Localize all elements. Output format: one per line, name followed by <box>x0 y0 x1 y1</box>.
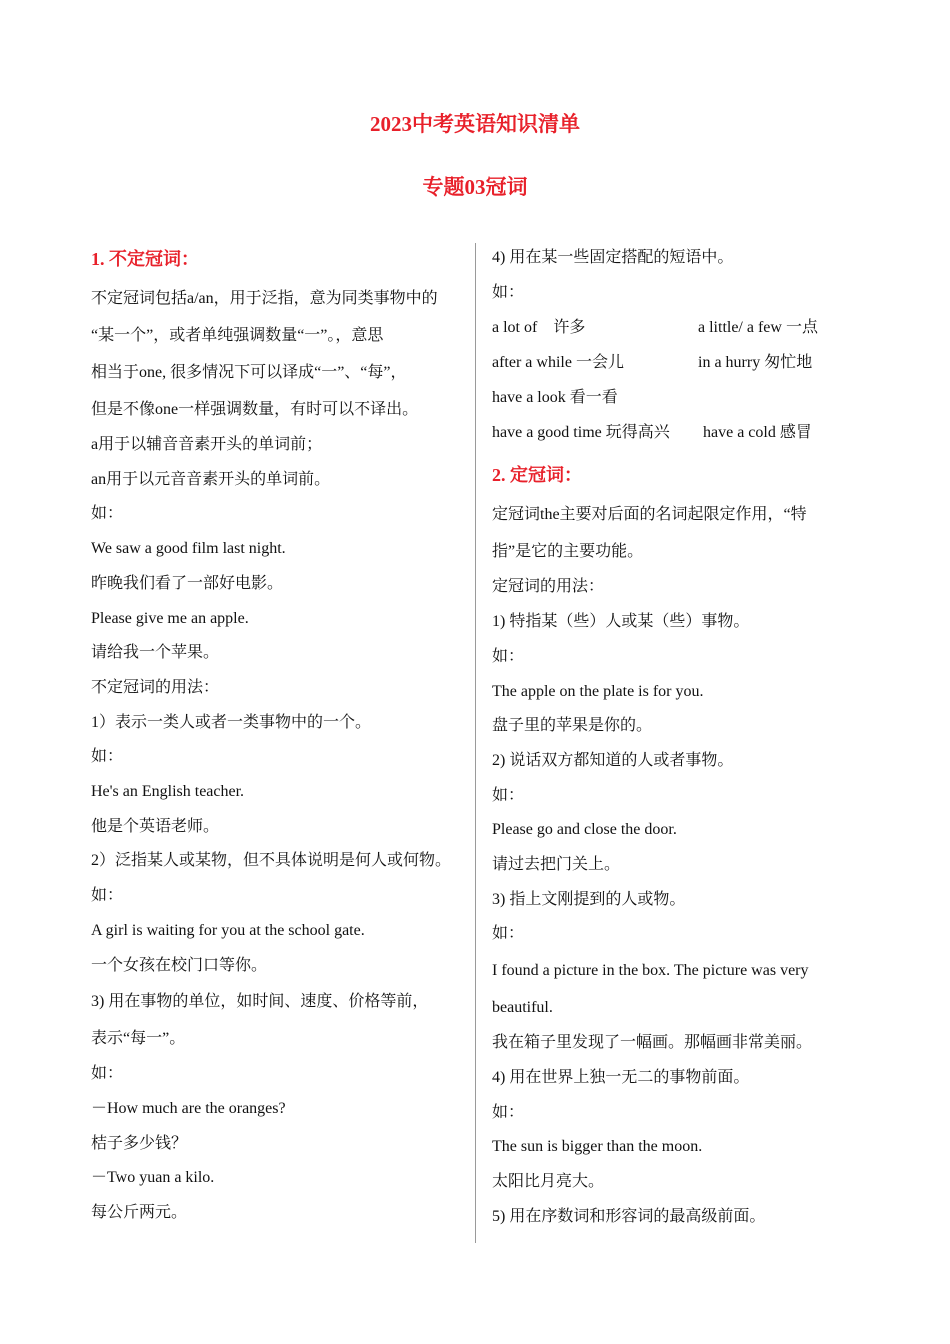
example-label: 如： <box>492 1103 525 1121</box>
example-sentence: The sun is bigger than the moon. <box>492 1138 703 1156</box>
example-label: 如： <box>91 1065 124 1083</box>
example-translation: 昨晚我们看了一部好电影。 <box>91 574 284 592</box>
example-translation: 太阳比月亮大。 <box>492 1172 605 1190</box>
right-column <box>492 244 852 1234</box>
usage-heading: 定冠词的用法： <box>492 578 605 596</box>
phrase-row <box>492 345 852 380</box>
phrase-item: a lot of 许多 <box>492 319 586 337</box>
text-line: a用于以辅音音素开头的单词前； <box>91 436 323 453</box>
example-translation: 请给我一个苹果。 <box>91 644 220 662</box>
example-sentence: The apple on the plate is for you. <box>492 682 704 700</box>
example-label: 如： <box>492 647 525 665</box>
example-translation: 一个女孩在校门口等你。 <box>91 956 268 974</box>
example-label: 如： <box>492 786 525 804</box>
example-label: 如： <box>492 925 525 943</box>
spacer <box>492 450 852 460</box>
phrase-item: a little/ a few 一点 <box>698 319 818 337</box>
intro-line: 不定冠词包括a/an，用于泛指，意为同类事物中的 <box>91 290 438 307</box>
usage-rule: 3) 用在事物的单位，如时间、速度、价格等前， <box>91 993 429 1011</box>
phrase-row <box>492 380 852 415</box>
example-sentence: I found a picture in the box. The picture was very <box>492 962 809 980</box>
document-title: 2023中考英语知识清单 <box>370 112 580 136</box>
example-sentence: He's an English teacher. <box>91 783 245 801</box>
example-label: 如： <box>91 887 124 905</box>
phrase-row <box>492 415 852 450</box>
phrase-item <box>698 380 852 415</box>
phrase-list <box>492 310 852 450</box>
intro-line: 相当于one, 很多情况下可以译成“一”、“每”， <box>91 364 407 381</box>
usage-rule: 4) 用在世界上独一无二的事物前面。 <box>492 1068 750 1086</box>
example-label: 如： <box>91 748 124 766</box>
example-label: 如： <box>492 283 525 301</box>
example-translation: 请过去把门关上。 <box>492 856 621 874</box>
example-translation: 每公斤两元。 <box>91 1204 188 1222</box>
example-sentence: We saw a good film last night. <box>91 540 286 558</box>
example-sentence: Please give me an apple. <box>91 609 249 627</box>
left-column <box>91 244 466 1231</box>
column-divider <box>475 243 476 1243</box>
intro-line: 但是不像one一样强调数量，有时可以不译出。 <box>91 401 419 418</box>
example-sentence: Please go and close the door. <box>492 821 677 839</box>
usage-rule: 4) 用在某一些固定搭配的短语中。 <box>492 249 734 266</box>
usage-rule: 1）表示一类人或者一类事物中的一个。 <box>91 713 372 731</box>
usage-heading: 不定冠词的用法： <box>91 678 220 696</box>
phrase-item: in a hurry 匆忙地 <box>698 354 813 372</box>
phrase-item: have a cold 感冒 <box>703 424 812 442</box>
example-sentence: －How much are the oranges? <box>91 1099 286 1117</box>
indefinite-article-intro <box>91 280 466 428</box>
example-translation: 桔子多少钱？ <box>91 1134 188 1152</box>
phrase-row <box>492 310 852 345</box>
example-sentence-continued: beautiful. <box>492 999 553 1017</box>
example-translation: 他是个英语老师。 <box>91 817 220 835</box>
phrase-item: after a while 一会儿 <box>492 354 624 372</box>
indefinite-article-body <box>91 428 466 1231</box>
usage-rule: 3) 指上文刚提到的人或物。 <box>492 890 686 908</box>
example-translation: 盘子里的苹果是你的。 <box>492 717 653 735</box>
topic-title: 专题03冠词 <box>422 175 528 199</box>
intro-line: 指”是它的主要功能。 <box>492 543 644 561</box>
usage-rule: 2）泛指某人或某物，但不具体说明是何人或何物。 <box>91 852 452 870</box>
example-sentence: －Two yuan a kilo. <box>91 1169 215 1187</box>
phrase-item: have a good time 玩得高兴 <box>492 424 670 442</box>
usage-rule: 2) 说话双方都知道的人或者事物。 <box>492 751 734 769</box>
phrase-item: have a look 看一看 <box>492 389 618 407</box>
example-sentence: A girl is waiting for you at the school gate. <box>91 921 365 939</box>
example-translation: 我在箱子里发现了一幅画。那幅画非常美丽。 <box>492 1034 813 1052</box>
intro-line: 定冠词the主要对后面的名词起限定作用，“特 <box>492 506 807 524</box>
section-heading-indefinite-article: 1. 不定冠词： <box>91 249 199 269</box>
text-line: an用于以元音音素开头的单词前。 <box>91 470 331 488</box>
section-heading-definite-article: 2. 定冠词： <box>492 465 582 486</box>
usage-rule: 5) 用在序数词和形容词的最高级前面。 <box>492 1207 766 1225</box>
usage-rule-continued: 表示“每一”。 <box>91 1030 186 1048</box>
example-label: 如： <box>91 505 124 523</box>
usage-rule: 1) 特指某（些）人或某（些）事物。 <box>492 613 750 631</box>
intro-line: “某一个”，或者单纯强调数量“一”。，意思 <box>91 327 384 344</box>
